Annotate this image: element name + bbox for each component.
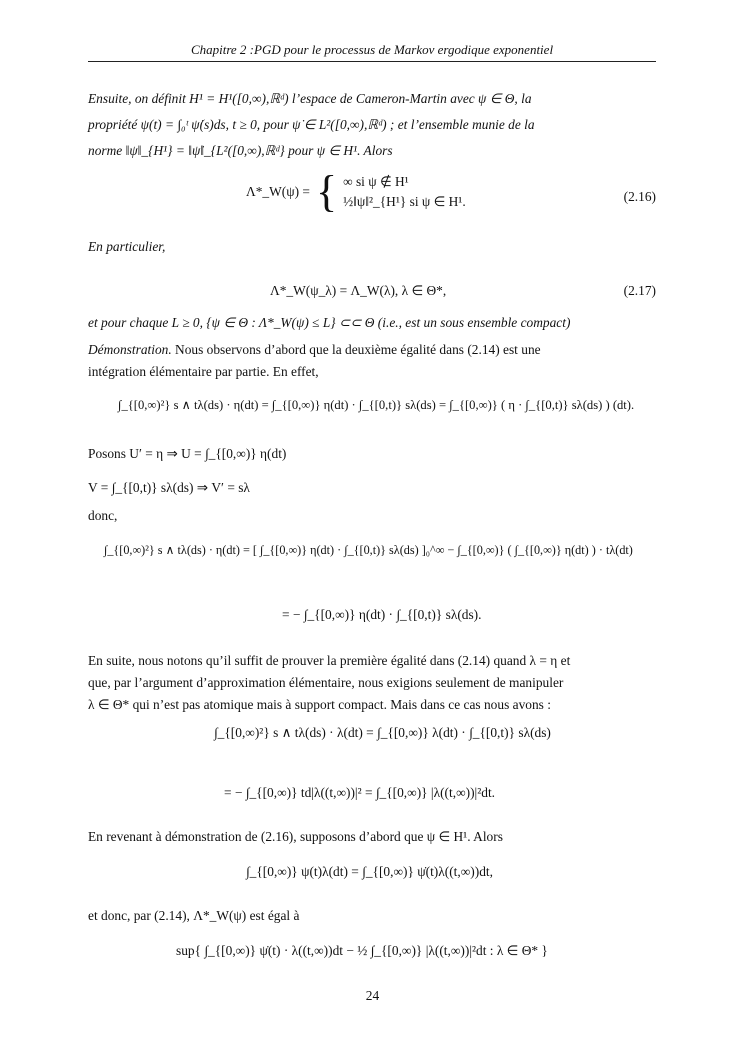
display-equation: ∫_{[0,∞)²} s ∧ tλ(ds) · η(dt) = [ ∫_{[0,∞)} η(dt) · ∫_{[0,t)} sλ(ds) ]₀^∞ − ∫_{[0,∞)} ( ∫_{[0,∞)} η(dt) ) · tλ(dt)	[104, 543, 633, 557]
paragraph-line: et donc, par (2.14), Λ*_W(ψ) est égal à	[88, 908, 300, 923]
equation-2-17: Λ*_W(ψ_λ) = Λ_W(λ), λ ∈ Θ*,	[270, 283, 447, 298]
equation-number: (2.17)	[623, 283, 656, 298]
left-brace: {	[315, 167, 338, 216]
equation-number: (2.16)	[623, 189, 656, 204]
paragraph-line: donc,	[88, 508, 118, 523]
display-equation: = − ∫_{[0,∞)} td|λ((t,∞))|² = ∫_{[0,∞)} |λ((t,∞))|²dt.	[224, 785, 496, 800]
header-rule	[88, 61, 656, 62]
display-equation: sup{ ∫_{[0,∞)} ψ̇(t) · λ((t,∞))dt − ½ ∫_{[0,∞)} |λ((t,∞))|²dt : λ ∈ Θ* }	[176, 943, 548, 958]
equation-case: ∞ si ψ ∉ H¹	[343, 174, 409, 189]
paragraph-line: En suite, nous notons qu’il suffit de prouver la première égalité dans (2.14) quand λ = η et	[88, 653, 571, 668]
proof-text: Nous observons d’abord que la deuxième égalité dans (2.14) est une	[171, 342, 541, 357]
page-number: 24	[365, 988, 380, 1003]
proof-line	[88, 339, 656, 361]
display-equation: Posons U′ = η ⇒ U = ∫_{[0,∞)} η(dt)	[88, 446, 287, 461]
proof-label: Démonstration.	[88, 342, 172, 357]
display-equation: = − ∫_{[0,∞)} η(dt) · ∫_{[0,t)} sλ(ds).	[282, 607, 482, 622]
display-equation: ∫_{[0,∞)²} s ∧ tλ(ds) · η(dt) = ∫_{[0,∞)} η(dt) · ∫_{[0,t)} sλ(ds) = ∫_{[0,∞)} ( η · ∫_{[0,t)} sλ(ds) ) (dt).	[118, 398, 635, 412]
paragraph-line: et pour chaque L ≥ 0, {ψ ∈ Θ : Λ*_W(ψ) ≤ L} ⊂⊂ Θ (i.e., est un sous ensemble compact)	[88, 315, 571, 330]
paragraph-line: En revenant à démonstration de (2.16), supposons d’abord que ψ ∈ H¹. Alors	[88, 829, 503, 844]
equation-case: ½‖ψ‖²_{H¹} si ψ ∈ H¹.	[343, 194, 466, 209]
paragraph-line: que, par l’argument d’approximation élémentaire, nous exigions seulement de manipuler	[88, 675, 564, 690]
paragraph-line: λ ∈ Θ* qui n’est pas atomique mais à support compact. Mais dans ce cas nous avons :	[88, 697, 551, 712]
paragraph-line: Ensuite, on définit H¹ = H¹([0,∞),ℝᵈ) l’espace de Cameron-Martin avec ψ ∈ Θ, la	[88, 91, 532, 106]
running-header: Chapitre 2 :PGD pour le processus de Markov ergodique exponentiel	[190, 42, 554, 57]
equation-2-16	[246, 167, 466, 216]
display-equation: ∫_{[0,∞)²} s ∧ tλ(ds) · λ(dt) = ∫_{[0,∞)} λ(dt) · ∫_{[0,t)} sλ(ds)	[214, 725, 551, 740]
equation-lhs: Λ*_W(ψ) =	[246, 184, 310, 199]
paragraph-line: norme ‖ψ‖_{H¹} = ‖ψ̇‖_{L²([0,∞),ℝᵈ} pour ψ ∈ H¹. Alors	[88, 143, 393, 158]
paragraph-line: propriété ψ(t) = ∫₀ᵗ ψ̇(s)ds, t ≥ 0, pour ψ̇ ∈ L²([0,∞),ℝᵈ) ; et l’ensemble munie de la	[88, 117, 535, 132]
equation-cases	[343, 174, 466, 210]
display-equation: ∫_{[0,∞)} ψ(t)λ(dt) = ∫_{[0,∞)} ψ̇(t)λ((t,∞))dt,	[246, 864, 493, 879]
paragraph-line: En particulier,	[88, 239, 166, 254]
paragraph-line: intégration élémentaire par partie. En effet,	[88, 364, 319, 379]
display-equation: V = ∫_{[0,t)} sλ(ds) ⇒ V′ = sλ	[88, 480, 250, 495]
